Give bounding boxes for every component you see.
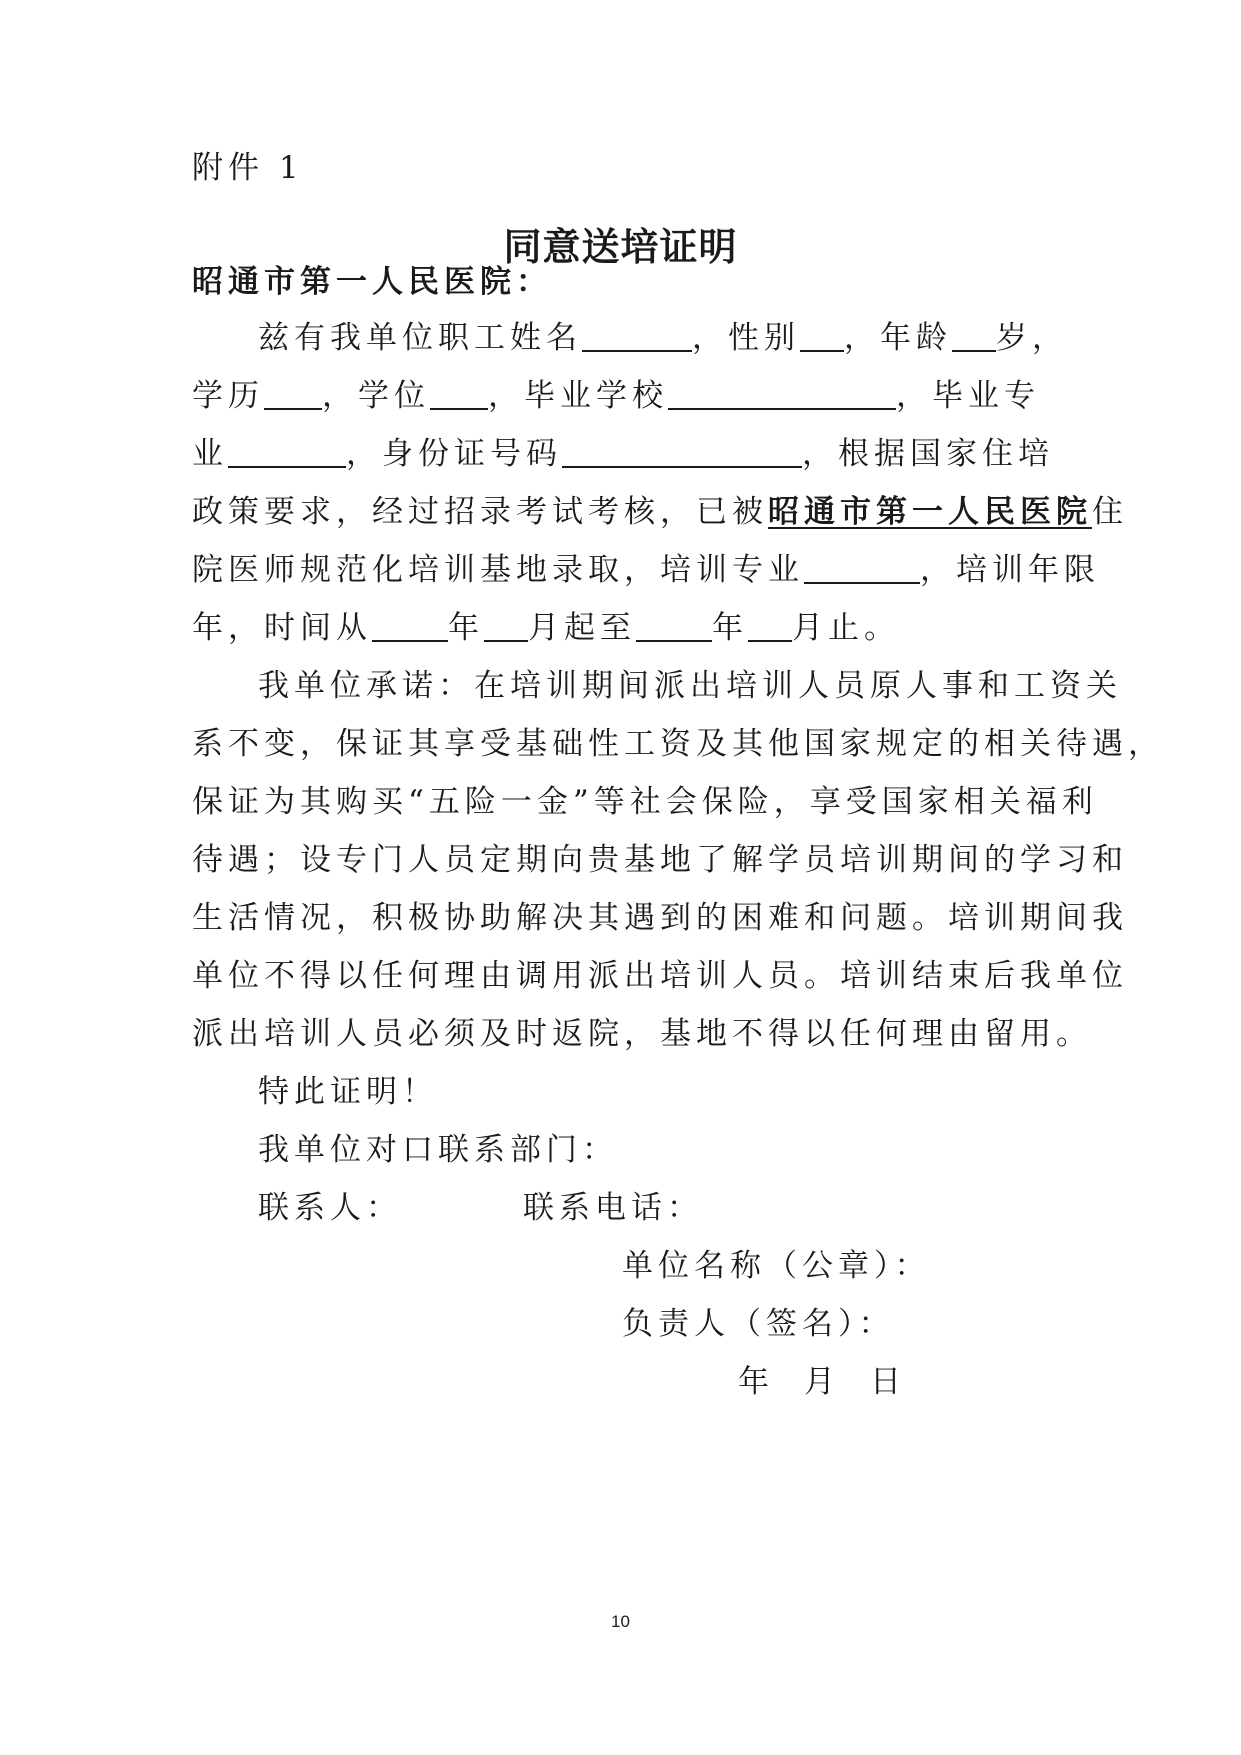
blank-education — [264, 378, 322, 410]
blank-school — [668, 378, 896, 410]
paragraph1-line2 — [192, 376, 1040, 416]
paragraph2-line5: 生活情况，积极协助解决其遇到的困难和问题。培训期间我 — [192, 900, 1128, 936]
blank-end-year — [636, 610, 712, 642]
text-gender: ，性别 — [692, 320, 800, 356]
paragraph1-line3 — [192, 434, 1054, 474]
unit-name-label: 单位名称（公章）： — [622, 1248, 931, 1284]
paragraph1-line4 — [192, 492, 1128, 532]
certify-text: 特此证明！ — [258, 1074, 438, 1110]
hospital-name-underlined: 昭通市第一人民医院 — [768, 494, 1092, 530]
text-id-number: ，身份证号码 — [346, 436, 562, 472]
text-major-cont: 业 — [192, 436, 228, 472]
text-policy: ，根据国家住培 — [802, 436, 1054, 472]
date-day: 日 — [870, 1364, 906, 1400]
paragraph2-line4: 待遇；设专门人员定期向贵基地了解学员培训期间的学习和 — [192, 842, 1128, 878]
text-employee-name: 兹有我单位职工姓名 — [258, 320, 582, 356]
text-education: 学历 — [192, 378, 264, 414]
text-year1: 年 — [448, 610, 484, 646]
text-school: ，毕业学校 — [488, 378, 668, 414]
blank-major — [228, 436, 346, 468]
date-year: 年 — [738, 1364, 774, 1400]
text-age-unit: 岁， — [996, 320, 1068, 356]
date-month: 月 — [804, 1364, 840, 1400]
text-time-from: 年，时间从 — [192, 610, 372, 646]
text-month-to: 月起至 — [528, 610, 636, 646]
blank-id-number — [562, 436, 802, 468]
paragraph2-line2: 系不变，保证其享受基础性工资及其他国家规定的相关待遇， — [192, 726, 1164, 762]
responsible-label: 负责人（签名）： — [622, 1306, 895, 1342]
contact-person-label: 联系人： — [258, 1190, 402, 1226]
paragraph2-line3: 保证为其购买“五险一金”等社会保险，享受国家相关福利 — [192, 784, 1098, 820]
text-major: ，毕业专 — [896, 378, 1040, 414]
paragraph1-line5 — [192, 550, 1100, 590]
text-residency: 住 — [1092, 494, 1128, 530]
text-degree: ，学位 — [322, 378, 430, 414]
attachment-label: 附件 1 — [192, 150, 304, 186]
page-number: 10 — [611, 1612, 630, 1631]
paragraph1-line6 — [192, 608, 900, 648]
text-month-end: 月止。 — [792, 610, 900, 646]
blank-degree — [430, 378, 488, 410]
blank-start-month — [484, 610, 528, 642]
blank-training-major — [804, 552, 920, 584]
blank-age — [952, 320, 996, 352]
text-admission: 政策要求，经过招录考试考核，已被 — [192, 494, 768, 530]
paragraph2-line1: 我单位承诺：在培训期间派出培训人员原人事和工资关 — [258, 668, 1122, 704]
paragraph2-line6: 单位不得以任何理由调用派出培训人员。培训结束后我单位 — [192, 958, 1128, 994]
blank-end-month — [748, 610, 792, 642]
text-training-years: ，培训年限 — [920, 552, 1100, 588]
paragraph1-line1 — [258, 318, 1068, 358]
blank-gender — [800, 320, 844, 352]
blank-start-year — [372, 610, 448, 642]
text-year2: 年 — [712, 610, 748, 646]
department-label: 我单位对口联系部门： — [258, 1132, 618, 1168]
document-title: 同意送培证明 — [503, 224, 738, 269]
text-training-major: 院医师规范化培训基地录取，培训专业 — [192, 552, 804, 588]
addressee: 昭通市第一人民医院： — [192, 264, 552, 300]
blank-name — [582, 320, 692, 352]
text-age: ，年龄 — [844, 320, 952, 356]
contact-phone-label: 联系电话： — [523, 1190, 703, 1226]
paragraph2-line7: 派出培训人员必须及时返院，基地不得以任何理由留用。 — [192, 1016, 1092, 1052]
